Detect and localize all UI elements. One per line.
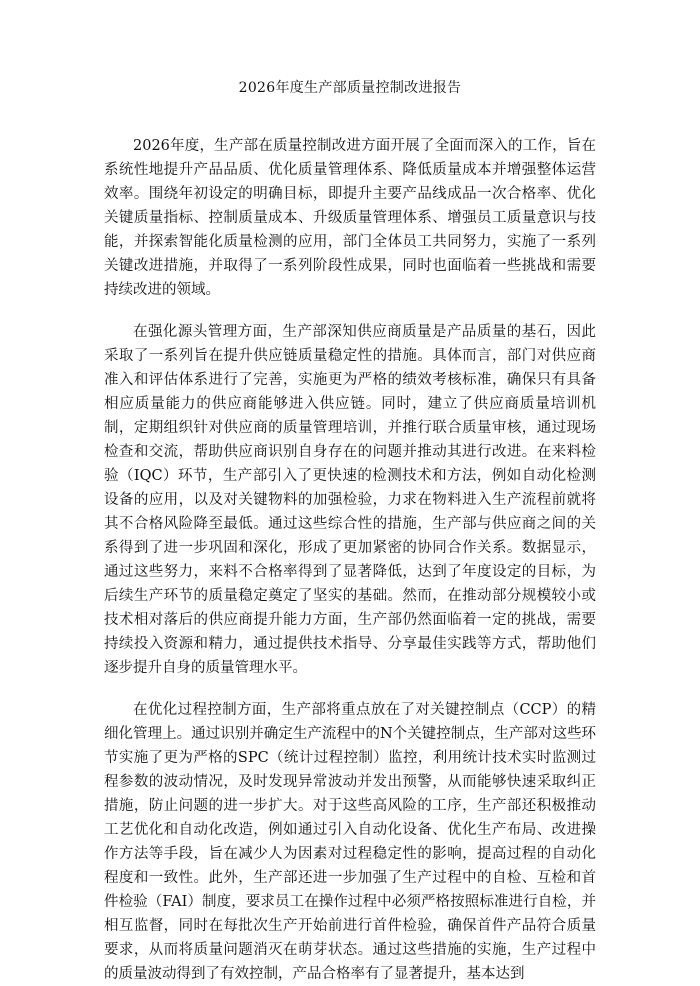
paragraph-intro: 2026年度，生产部在质量控制改进方面开展了全面而深入的工作，旨在系统性地提升产品品质、优化质量管理体系、降低质量成本并增强整体运营效率。围绕年初设定的明确目标，即提升主要产品线成品一次合格率、优化关键质量指标、控制质量成本、升级质量管理体系、增强员工质量意识与技能，并探索智能化质量检测的应用，部门全体员工共同努力，实施了一系列关键改进措施，并取得了一系列阶段性成果，同时也面临着一些挑战和需要持续改进的领域。: [104, 138, 596, 298]
paragraph-process-control: 在优化过程控制方面，生产部将重点放在了对关键控制点（CCP）的精细化管理上。通过识别并确定生产流程中的N个关键控制点，生产部对这些环节实施了更为严格的SPC（统计过程控制）监控，利用统计技术实时监测过程参数的波动情况，及时发现异常波动并发出预警，从而能够快速采取纠正措施，防止问题的进一步扩大。对于这些高风险的工序，生产部还积极推动工艺优化和自动化改造，例如通过引入自动化设备、优化生产布局、改进操作方法等手段，旨在减少人为因素对过程稳定性的影响，提高过程的自动化程度和一致性。此外，生产部还进一步加强了生产过程中的自检、互检和首件检验（FAI）制度，要求员工在操作过程中必须严格按照标准进行自检，并相互监督，同时在每批次生产开始前进行首件检验，确保首件产品符合质量要求，从而将质量问题消灭在萌芽状态。通过这些措施的实施，生产过程中的质量波动得到了有效控制，产品合格率有了显著提升，基本达到: [104, 702, 596, 982]
paragraph-source-management: 在强化源头管理方面，生产部深知供应商质量是产品质量的基石，因此采取了一系列旨在提升供应链质量稳定性的措施。具体而言，部门对供应商准入和评估体系进行了完善，实施更为严格的绩效考核标准，确保只有具备相应质量能力的供应商能够进入供应链。同时，建立了供应商质量培训机制，定期组织针对供应商的质量管理培训，并推行联合质量审核，通过现场检查和交流，帮助供应商识别自身存在的问题并推动其进行改进。在来料检验（IQC）环节，生产部引入了更快速的检测技术和方法，例如自动化检测设备的应用，以及对关键物料的加强检验，力求在物料进入生产流程前就将其不合格风险降至最低。通过这些综合性的措施，生产部与供应商之间的关系得到了进一步巩固和深化，形成了更加紧密的协同合作关系。数据显示，通过这些努力，来料不合格率得到了显著降低，达到了年度设定的目标，为后续生产环节的质量稳定奠定了坚实的基础。然而，在推动部分规模较小或技术相对落后的供应商提升能力方面，生产部仍然面临着一定的挑战，需要持续投入资源和精力，通过提供技术指导、分享最佳实践等方式，帮助他们逐步提升自身的质量管理水平。: [104, 324, 596, 676]
document-title: 2026年度生产部质量控制改进报告: [238, 80, 462, 96]
